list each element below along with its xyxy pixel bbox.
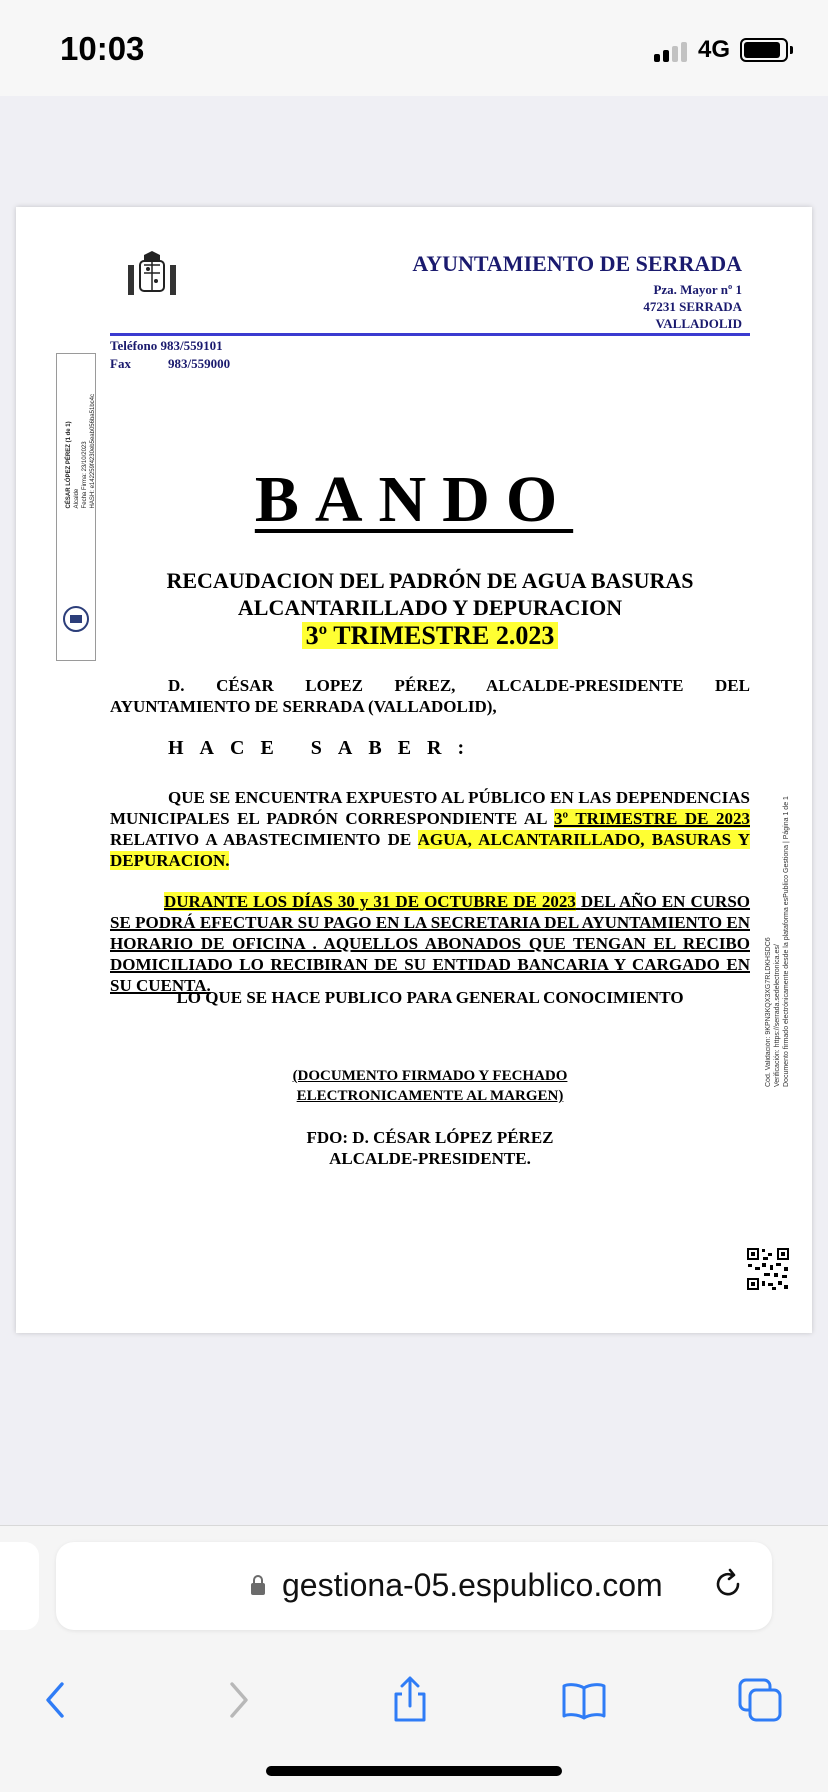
address-line: VALLADOLID — [655, 316, 742, 331]
subtitle-line: RECAUDACION DEL PADRÓN DE AGUA BASURAS — [166, 568, 694, 593]
intro-text: D. CÉSAR LOPEZ PÉREZ, ALCALDE-PRESIDENTE DEL AYUNTAMIENTO DE SERRADA (VALLADOLID), — [110, 676, 750, 716]
tabs-icon[interactable] — [736, 1676, 784, 1724]
fax-number: 983/559000 — [168, 356, 231, 371]
document-title — [16, 462, 812, 538]
bookmarks-icon[interactable] — [560, 1676, 608, 1724]
notice-paragraph — [110, 787, 750, 871]
payment-paragraph — [110, 891, 750, 996]
signal-icon — [654, 40, 688, 62]
stamp-line: CÉSAR LÓPEZ PÉREZ (1 de 1) — [66, 421, 72, 509]
signed-note-line: (DOCUMENTO FIRMADO Y FECHADO — [292, 1068, 568, 1084]
fax-label: Fax — [110, 356, 131, 371]
subtitle-line: ALCANTARILLADO Y DEPURACION — [237, 595, 623, 620]
intro-paragraph — [110, 675, 750, 717]
paragraph-text: RELATIVO A ABASTECIMIENTO DE — [110, 830, 412, 849]
battery-icon — [740, 38, 788, 62]
network-type: 4G — [698, 36, 731, 63]
url-text[interactable]: gestiona-05.espublico.com — [282, 1567, 663, 1603]
reload-icon[interactable] — [710, 1566, 746, 1602]
browser-bar — [0, 1525, 828, 1792]
phone-label: Teléfono — [110, 338, 158, 353]
paragraph-text: DEL AÑO EN CURSO SE PODRÁ EFECTUAR SU PAGO EN LA SECRETARIA DEL AYUNTAMIENTO EN HORARIO DE OFICINA . AQUELLOS ABONADOS QUE TENGAN EL RECIBO DOMICILIADO LO RECIBIRAN DE SU ENTIDAD BANCARIA Y CARGADO EN SU CUENTA. — [110, 892, 751, 995]
status-time: 10:03 — [60, 30, 145, 67]
qr-code-icon — [746, 1247, 790, 1291]
validation-text — [764, 687, 791, 1087]
status-bar — [0, 0, 828, 96]
municipality-header — [412, 251, 742, 332]
municipality-name: AYUNTAMIENTO DE SERRADA — [412, 251, 742, 276]
document-page — [16, 207, 812, 1333]
address-line: Pza. Mayor nº 1 — [653, 282, 742, 297]
closing-line: LO QUE SE HACE PUBLICO PARA GENERAL CONOCIMIENTO — [176, 988, 684, 1007]
signature-line: ALCALDE-PRESIDENTE. — [329, 1149, 531, 1168]
title-text: BANDO — [254, 463, 574, 536]
back-icon[interactable] — [34, 1676, 82, 1724]
forward-icon[interactable] — [212, 1676, 260, 1724]
signature-block — [110, 1127, 750, 1169]
lock-icon — [250, 1574, 266, 1596]
highlighted-text: AGUA, ALCANTARILLADO, BASURAS Y DEPURACION. — [110, 830, 751, 870]
highlighted-dates: DURANTE LOS DÍAS 30 y 31 DE OCTUBRE DE 2023 — [164, 892, 576, 911]
share-icon[interactable] — [386, 1676, 434, 1724]
document-subtitle — [110, 567, 750, 650]
stamp-line: HASH: e142259f4230eb5eab056ba51bc4c — [90, 394, 96, 509]
previous-tab-preview[interactable] — [0, 1542, 39, 1630]
validation-line: Verificación: https://serrada.sedelectronica.es/ — [774, 944, 781, 1087]
validation-line: Documento firmado electrónicamente desde la plataforma esPublico Gestiona | Página 1 de 1 — [783, 796, 790, 1087]
address-line: 47231 SERRADA — [643, 299, 742, 314]
signature-line: FDO: D. CÉSAR LÓPEZ PÉREZ — [306, 1128, 554, 1147]
stamp-line: Fecha Firma: 23/10/2023 — [82, 441, 88, 509]
validation-line: Cód. Validación: 9KPN3KQX3XG7RLDKHSDC6 — [765, 937, 772, 1087]
browser-toolbar — [0, 1646, 828, 1746]
subtitle-highlight: 3º TRIMESTRE 2.023 — [302, 622, 559, 649]
seal-icon — [63, 606, 89, 632]
signed-note — [110, 1066, 750, 1106]
home-indicator — [266, 1766, 562, 1776]
hace-saber-heading: HACE SABER: — [168, 737, 481, 759]
highlighted-text: 3º TRIMESTRE DE 2023 — [554, 809, 750, 828]
phone-number: 983/559101 — [160, 338, 223, 353]
signed-note-line: ELECTRONICAMENTE AL MARGEN) — [296, 1088, 564, 1104]
header-divider — [110, 333, 750, 336]
coat-of-arms-icon — [126, 251, 178, 303]
paragraph-text: QUE SE ENCUENTRA EXPUESTO AL PÚBLICO EN LAS DEPENDENCIAS MUNICIPALES EL PADRÓN CORRESPONDIENTE AL — [110, 788, 750, 828]
address-bar[interactable] — [56, 1542, 772, 1630]
stamp-line: Alcalde — [74, 488, 80, 509]
contact-info — [110, 337, 230, 373]
